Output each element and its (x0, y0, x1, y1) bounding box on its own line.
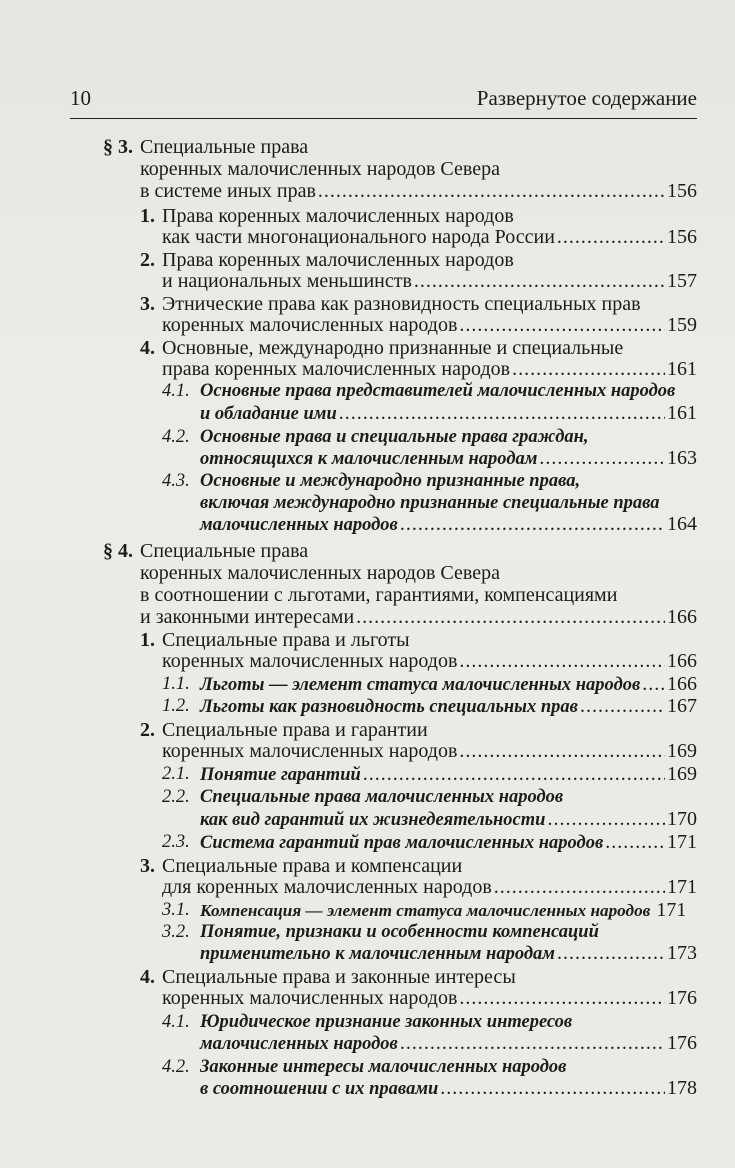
page-ref: 159 (667, 314, 697, 336)
toc-entry[interactable] (162, 314, 697, 336)
page-ref: 166 (667, 606, 697, 628)
subitem-line: Основные и международно признанные права, (200, 471, 581, 491)
toc-entry[interactable] (200, 1032, 697, 1055)
subitem-label: 4.1. (162, 1012, 190, 1032)
leader-dots (459, 740, 665, 762)
toc-entry[interactable] (200, 402, 697, 425)
item-label: 1. (140, 205, 155, 227)
leader-dots (339, 402, 665, 424)
entry-text: Компенсация — элемент статуса малочисленных народов (200, 901, 651, 920)
toc-entry[interactable] (200, 673, 697, 696)
entry-text: и законными интересами (140, 606, 355, 628)
leader-dots (557, 226, 665, 248)
subitem-line: Законные интересы малочисленных народов (200, 1057, 567, 1077)
page-ref: 161 (667, 358, 697, 380)
subitem-line: Специальные права малочисленных народов (200, 787, 564, 807)
toc-entry[interactable] (162, 226, 697, 248)
leader-dots (512, 358, 665, 380)
leader-dots (547, 808, 665, 830)
toc-entry[interactable] (200, 447, 697, 470)
leader-dots (459, 314, 665, 336)
page-ref: 166 (667, 673, 697, 695)
page-ref: 178 (667, 1077, 697, 1099)
running-title: Развернутое содержание (476, 86, 697, 110)
entry-text: Льготы — элемент статуса малочисленных народов (200, 675, 641, 695)
subitem-label: 3.2. (162, 922, 190, 942)
page-ref: 171 (667, 831, 697, 853)
section-label: § 3. (103, 136, 133, 158)
entry-text: Система гарантий прав малочисленных народов (200, 833, 604, 853)
leader-dots (642, 673, 665, 695)
page-ref: 167 (667, 695, 697, 717)
item-label: 2. (140, 249, 155, 271)
page-ref: 163 (667, 447, 697, 469)
subitem-line: Юридическое признание законных интересов (200, 1012, 573, 1032)
leader-dots (318, 180, 665, 202)
subitem-line: Основные права и специальные права граждан, (200, 427, 589, 447)
entry-text: Льготы как разновидность специальных прав (200, 697, 578, 717)
item-label: 4. (140, 337, 155, 359)
toc-entry[interactable] (200, 942, 697, 965)
subitem-label: 1.2. (162, 696, 190, 716)
item-line: Специальные права и законные интересы (162, 966, 516, 988)
toc-entry[interactable] (200, 831, 697, 854)
leader-dots (459, 987, 665, 1009)
entry-text: относящихся к малочисленным народам (200, 449, 538, 469)
entry-text: коренных малочисленных народов (162, 740, 458, 762)
page-ref: 169 (667, 740, 697, 762)
leader-dots (459, 650, 665, 672)
section-label: § 4. (103, 540, 133, 562)
subitem-label: 2.2. (162, 787, 190, 807)
toc-entry[interactable] (200, 1077, 697, 1100)
toc-entry[interactable] (200, 695, 697, 718)
item-line: Специальные права и гарантии (162, 719, 428, 741)
subitem-label: 4.3. (162, 471, 190, 491)
toc-entry[interactable] (200, 763, 697, 786)
toc-entry[interactable] (162, 650, 697, 672)
entry-text: малочисленных народов (200, 1034, 398, 1054)
section-title-line: коренных малочисленных народов Севера (140, 562, 500, 584)
subitem-label: 1.1. (162, 674, 190, 694)
leader-dots (400, 513, 665, 535)
toc-entry[interactable] (140, 606, 697, 628)
entry-text: Понятие гарантий (200, 765, 361, 785)
section-title-line: в соотношении с льготами, гарантиями, компенсациями (140, 584, 618, 606)
entry-text: в системе иных прав (140, 180, 316, 202)
subitem-label: 4.1. (162, 381, 190, 401)
item-line: Специальные права и компенсации (162, 855, 463, 877)
leader-dots (557, 942, 665, 964)
page-ref: 164 (667, 513, 697, 535)
page-ref: 169 (667, 763, 697, 785)
entry-text: коренных малочисленных народов (162, 650, 458, 672)
page-ref: 171 (656, 899, 687, 921)
toc-entry[interactable] (162, 358, 697, 380)
leader-dots (356, 606, 665, 628)
toc-entry[interactable] (162, 740, 697, 762)
page-number: 10 (70, 86, 91, 110)
entry-text: в соотношении с их правами (200, 1079, 439, 1099)
item-line: Основные, международно признанные и специальные (162, 337, 624, 359)
page-ref: 157 (667, 270, 697, 292)
page-ref: 176 (667, 987, 697, 1009)
subitem-line: Основные права представителей малочисленных народов (200, 381, 676, 401)
item-label: 4. (140, 966, 155, 988)
entry-text: и обладание ими (200, 404, 337, 424)
section-title-line: Специальные права (140, 540, 309, 562)
page-ref: 166 (667, 650, 697, 672)
entry-text: для коренных малочисленных народов (162, 876, 492, 898)
subitem-line: Понятие, признаки и особенности компенсаций (200, 922, 599, 942)
entry-text: коренных малочисленных народов (162, 314, 458, 336)
subitem-label: 3.1. (162, 900, 190, 920)
page-ref: 171 (667, 876, 697, 898)
page-ref: 170 (667, 808, 697, 830)
entry-text: и национальных меньшинств (162, 270, 412, 292)
item-line: Права коренных малочисленных народов (162, 249, 514, 271)
section-title-line: Специальные права (140, 136, 309, 158)
item-line: Специальные права и льготы (162, 629, 410, 651)
section-title-line: коренных малочисленных народов Севера (140, 158, 500, 180)
leader-dots (580, 695, 665, 717)
entry-text: малочисленных народов (200, 515, 398, 535)
item-label: 1. (140, 629, 155, 651)
page-ref: 156 (667, 226, 697, 248)
entry-text: коренных малочисленных народов (162, 987, 458, 1009)
subitem-line: включая международно признанные специальные права (200, 493, 660, 513)
subitem-label: 2.1. (162, 764, 190, 784)
leader-dots (605, 831, 665, 853)
leader-dots (414, 270, 665, 292)
leader-dots (539, 447, 665, 469)
toc-entry[interactable] (200, 808, 697, 831)
page-ref: 156 (667, 180, 697, 202)
leader-dots (494, 876, 665, 898)
toc-entry[interactable] (200, 899, 697, 922)
toc-entry[interactable] (200, 513, 697, 536)
page-ref: 161 (667, 402, 697, 424)
page-ref: 173 (667, 942, 697, 964)
item-line: Права коренных малочисленных народов (162, 205, 514, 227)
toc-entry[interactable] (162, 270, 697, 292)
entry-text: права коренных малочисленных народов (162, 358, 511, 380)
entry-text: как вид гарантий их жизнедеятельности (200, 810, 546, 830)
toc-entry[interactable] (162, 876, 697, 898)
item-line: Этнические права как разновидность специальных прав (162, 293, 641, 315)
subitem-label: 2.3. (162, 832, 190, 852)
item-label: 3. (140, 293, 155, 315)
toc-entry[interactable] (162, 987, 697, 1009)
toc-entry[interactable] (140, 180, 697, 202)
item-label: 3. (140, 855, 155, 877)
leader-dots (363, 763, 665, 785)
subitem-label: 4.2. (162, 1057, 190, 1077)
leader-dots (400, 1032, 665, 1054)
leader-dots (440, 1077, 665, 1099)
subitem-label: 4.2. (162, 427, 190, 447)
entry-text: как части многонационального народа России (162, 226, 555, 248)
page-ref: 176 (667, 1032, 697, 1054)
entry-text: применительно к малочисленным народам (200, 944, 555, 964)
item-label: 2. (140, 719, 155, 741)
